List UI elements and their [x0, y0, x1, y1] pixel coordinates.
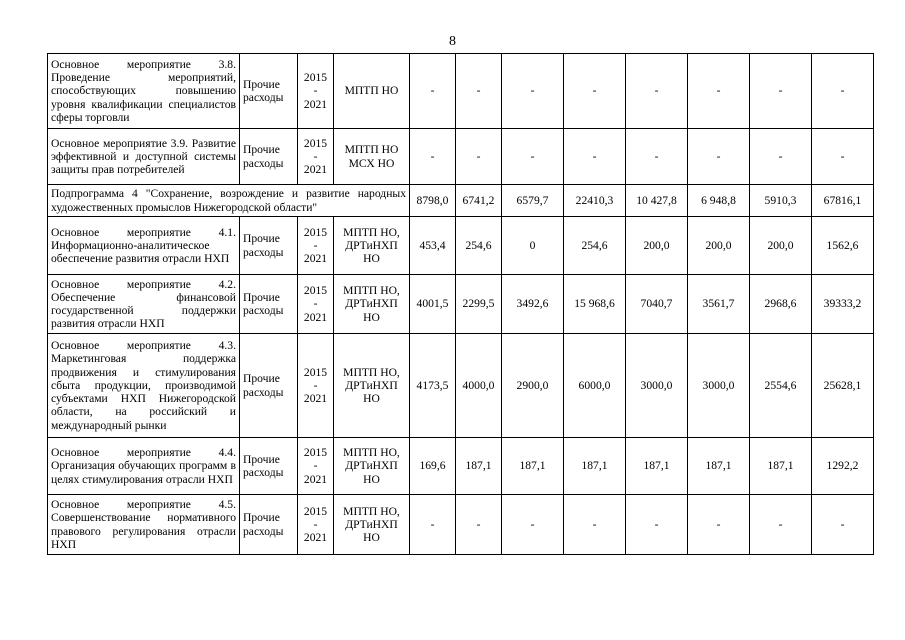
value-cell: 200,0 — [626, 217, 688, 275]
executor-cell — [334, 217, 410, 275]
value-cell: - — [410, 54, 456, 129]
value-cell: 187,1 — [564, 438, 626, 495]
period-line: - — [313, 297, 318, 311]
value-cell: 8798,0 — [410, 185, 456, 217]
activity-row — [48, 334, 874, 438]
value-cell: 39333,2 — [812, 275, 874, 334]
period-line: 2021 — [303, 531, 328, 545]
period-line: 2021 — [303, 310, 328, 324]
period-line: - — [313, 517, 318, 531]
value-cell: 200,0 — [688, 217, 750, 275]
value-cell: 6 948,8 — [688, 185, 750, 217]
expense-type: Прочие расходы — [240, 275, 298, 334]
period-line: 2021 — [303, 392, 328, 406]
value-cell: 169,6 — [410, 438, 456, 495]
period-line: 2021 — [303, 163, 328, 177]
value-cell: 1562,6 — [812, 217, 874, 275]
value-cell: - — [456, 129, 502, 185]
value-cell: 3000,0 — [688, 334, 750, 438]
value-cell: - — [410, 495, 456, 555]
period-line: 2015 — [303, 284, 328, 298]
value-cell: - — [502, 54, 564, 129]
value-cell: 2554,6 — [750, 334, 812, 438]
executor-line: МПТП НО, — [343, 504, 400, 518]
value-cell: - — [688, 54, 750, 129]
value-cell: 0 — [502, 217, 564, 275]
executor-cell — [334, 129, 410, 185]
value-cell: 453,4 — [410, 217, 456, 275]
activity-name: Основное мероприятие 4.4. Организация обучающих программ в целях стимулирования отрасли НХП — [48, 438, 240, 495]
period-line: 2015 — [303, 225, 328, 239]
value-cell: - — [688, 495, 750, 555]
value-cell: - — [564, 54, 626, 129]
period-line: - — [313, 84, 318, 98]
period-cell — [298, 54, 334, 129]
budget-table — [47, 53, 874, 555]
activity-row — [48, 54, 874, 129]
period-cell — [298, 495, 334, 555]
period-line: 2015 — [303, 365, 328, 379]
value-cell: 187,1 — [750, 438, 812, 495]
executor-line: ДРТиНХП — [345, 297, 398, 311]
period-line: - — [313, 378, 318, 392]
executor-cell — [334, 275, 410, 334]
activity-row — [48, 217, 874, 275]
executor-cell — [334, 54, 410, 129]
period-line: 2021 — [303, 97, 328, 111]
activity-row — [48, 275, 874, 334]
executor-line: НО — [363, 252, 380, 266]
period-line: 2015 — [303, 71, 328, 85]
value-cell: 4001,5 — [410, 275, 456, 334]
period-cell — [298, 217, 334, 275]
executor-cell — [334, 438, 410, 495]
executor-cell — [334, 495, 410, 555]
value-cell: 187,1 — [502, 438, 564, 495]
executor-line: МПТП НО, — [343, 365, 400, 379]
activity-row — [48, 129, 874, 185]
executor-line: МПТП НО, — [343, 284, 400, 298]
value-cell: 2299,5 — [456, 275, 502, 334]
value-cell: - — [812, 129, 874, 185]
value-cell: 187,1 — [456, 438, 502, 495]
period-cell — [298, 438, 334, 495]
period-cell — [298, 275, 334, 334]
expense-type: Прочие расходы — [240, 217, 298, 275]
executor-line: НО — [363, 310, 380, 324]
period-line: 2015 — [303, 446, 328, 460]
value-cell: - — [750, 129, 812, 185]
period-line: 2021 — [303, 252, 328, 266]
period-line: 2015 — [303, 136, 328, 150]
activity-name: Основное мероприятие 4.2. Обеспечение финансовой государственной поддержки развития отрасли НХП — [48, 275, 240, 334]
executor-line: НО — [363, 472, 380, 486]
value-cell: - — [564, 129, 626, 185]
period-cell — [298, 129, 334, 185]
executor-line: МПТП НО — [344, 84, 399, 98]
period-line: - — [313, 149, 318, 163]
activity-name: Основное мероприятие 3.8. Проведение мероприятий, способствующих повышению уровня квалификации специалистов сферы торговли — [48, 54, 240, 129]
value-cell: - — [750, 54, 812, 129]
value-cell: 7040,7 — [626, 275, 688, 334]
value-cell: 2968,6 — [750, 275, 812, 334]
period-line: - — [313, 459, 318, 473]
activity-name: Основное мероприятие 4.5. Совершенствование нормативного правового регулирования отрасли НХП — [48, 495, 240, 555]
value-cell: 200,0 — [750, 217, 812, 275]
activity-row — [48, 495, 874, 555]
page-number: 8 — [449, 34, 456, 49]
value-cell: - — [456, 54, 502, 129]
value-cell: - — [456, 495, 502, 555]
value-cell: 4000,0 — [456, 334, 502, 438]
executor-line: МПТП НО, — [343, 446, 400, 460]
value-cell: - — [688, 129, 750, 185]
executor-line: НО — [363, 392, 380, 406]
executor-line: МПТП НО, — [343, 225, 400, 239]
expense-type: Прочие расходы — [240, 54, 298, 129]
value-cell: - — [502, 129, 564, 185]
executor-line: ДРТиНХП — [345, 459, 398, 473]
value-cell: - — [502, 495, 564, 555]
value-cell: 3492,6 — [502, 275, 564, 334]
value-cell: 1292,2 — [812, 438, 874, 495]
period-line: 2015 — [303, 504, 328, 518]
value-cell: - — [410, 129, 456, 185]
period-cell — [298, 334, 334, 438]
value-cell: 4173,5 — [410, 334, 456, 438]
activity-name: Основное мероприятие 4.1. Информационно-аналитическое обеспечение развития отрасли НХП — [48, 217, 240, 275]
executor-line: ДРТиНХП — [345, 378, 398, 392]
executor-line: МПТП НО — [344, 143, 399, 157]
expense-type: Прочие расходы — [240, 495, 298, 555]
activity-name: Основное мероприятие 3.9. Развитие эффективной и доступной системы защиты прав потребителей — [48, 129, 240, 185]
period-line: 2021 — [303, 472, 328, 486]
value-cell: 10 427,8 — [626, 185, 688, 217]
executor-cell — [334, 334, 410, 438]
expense-type: Прочие расходы — [240, 129, 298, 185]
value-cell: 6741,2 — [456, 185, 502, 217]
period-line: - — [313, 238, 318, 252]
value-cell: 187,1 — [688, 438, 750, 495]
value-cell: - — [626, 495, 688, 555]
value-cell: - — [626, 129, 688, 185]
executor-line: НО — [363, 531, 380, 545]
value-cell: - — [564, 495, 626, 555]
expense-type: Прочие расходы — [240, 334, 298, 438]
executor-line: ДРТиНХП — [345, 238, 398, 252]
value-cell: 5910,3 — [750, 185, 812, 217]
executor-line: ДРТиНХП — [345, 517, 398, 531]
value-cell: 67816,1 — [812, 185, 874, 217]
value-cell: 15 968,6 — [564, 275, 626, 334]
expense-type: Прочие расходы — [240, 438, 298, 495]
value-cell: 254,6 — [564, 217, 626, 275]
value-cell: 254,6 — [456, 217, 502, 275]
value-cell: - — [626, 54, 688, 129]
value-cell: 6579,7 — [502, 185, 564, 217]
value-cell: 2900,0 — [502, 334, 564, 438]
activity-name: Основное мероприятие 4.3. Маркетинговая поддержка продвижения и стимулирования сбыта продукции, производимой субъектами НХП Нижегородской области, на российский и международный рынки — [48, 334, 240, 438]
value-cell: 22410,3 — [564, 185, 626, 217]
executor-line: МСХ НО — [348, 156, 395, 170]
value-cell: 187,1 — [626, 438, 688, 495]
value-cell: 3000,0 — [626, 334, 688, 438]
activity-row — [48, 438, 874, 495]
subprogram-row — [48, 185, 874, 217]
value-cell: 6000,0 — [564, 334, 626, 438]
value-cell: 25628,1 — [812, 334, 874, 438]
value-cell: - — [750, 495, 812, 555]
subprogram-title: Подпрограмма 4 "Сохранение, возрождение и развитие народных художественных промыслов Нижегородской области" — [48, 185, 410, 217]
value-cell: 3561,7 — [688, 275, 750, 334]
value-cell: - — [812, 495, 874, 555]
value-cell: - — [812, 54, 874, 129]
